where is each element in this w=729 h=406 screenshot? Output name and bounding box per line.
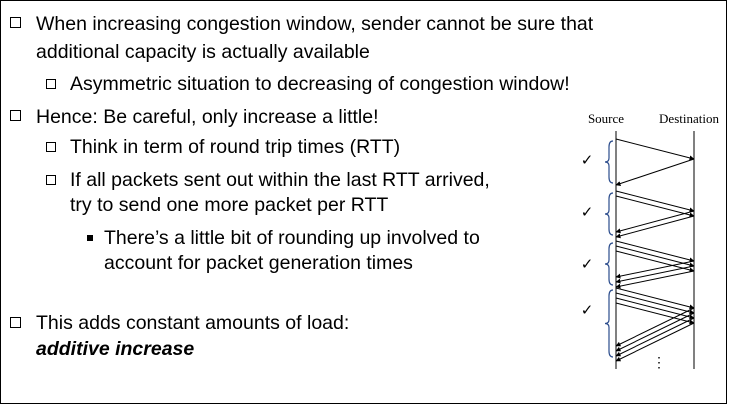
bullet-3-line-2: additive increase: [36, 338, 195, 360]
rtt-brace: [605, 141, 613, 183]
bullet-1-line-1: When increasing congestion window, sender cannot be sure that: [36, 13, 594, 35]
ack-arrow: [616, 159, 694, 185]
check-mark: ✓: [580, 205, 594, 221]
rtt-brace: [605, 193, 613, 235]
data-packet-arrow: [616, 288, 694, 308]
ack-arrow: [616, 211, 694, 232]
packet-arrows: [616, 139, 694, 361]
ack-arrow: [616, 313, 694, 351]
data-packet-arrow: [616, 303, 694, 323]
sub-bullet-box: [46, 142, 56, 152]
bullet-1-sub: Asymmetric situation to decreasing of congestion window!: [70, 73, 570, 95]
data-packet-arrow: [616, 196, 694, 216]
bullet-2: Hence: Be careful, only increase a little!: [36, 106, 379, 128]
bullet-box: [10, 317, 21, 328]
bullet-box: [10, 17, 21, 28]
rtt-checkmarks: [581, 153, 594, 319]
ack-arrow: [616, 271, 694, 287]
data-packet-arrow: [616, 298, 694, 318]
sub-bullet-box: [46, 175, 56, 185]
rtt-diagram: [561, 101, 729, 373]
check-mark: ✓: [580, 153, 594, 169]
bullet-1-line-2: additional capacity is actually available: [36, 41, 370, 63]
ellipsis-mark: ⋮: [652, 356, 666, 371]
rtt-brace: [605, 243, 613, 285]
data-packet-arrow: [616, 139, 694, 159]
sub-bullet-box: [46, 79, 56, 89]
rtt-braces: [605, 141, 613, 357]
data-packet-arrow: [616, 191, 694, 211]
check-mark: ✓: [580, 303, 594, 319]
ack-arrow: [616, 308, 694, 346]
bullet-2-sub-1: Think in term of round trip times (RTT): [70, 136, 401, 158]
destination-label: Destination: [659, 111, 719, 126]
check-mark: ✓: [580, 257, 594, 273]
bullet-2-sub-2-line-2: try to send one more packet per RTT: [70, 194, 389, 216]
bullet-2-sub-sub-line-1: There’s a little bit of rounding up involved to: [104, 227, 480, 249]
sub-sub-bullet-square: [87, 235, 93, 241]
data-packet-arrow: [616, 246, 694, 266]
data-packet-arrow: [616, 293, 694, 313]
ack-arrow: [616, 216, 694, 237]
rtt-brace: [605, 290, 613, 357]
bullet-2-sub-2-line-1: If all packets sent out within the last RTT arrived,: [70, 169, 490, 191]
source-label: Source: [587, 111, 625, 126]
bullet-3-line-1: This adds constant amounts of load:: [36, 312, 350, 334]
data-packet-arrow: [616, 251, 694, 271]
bullet-2-sub-sub-line-2: account for packet generation times: [104, 252, 413, 274]
ack-arrow: [616, 318, 694, 356]
data-packet-arrow: [616, 241, 694, 261]
bullet-box: [10, 110, 21, 121]
